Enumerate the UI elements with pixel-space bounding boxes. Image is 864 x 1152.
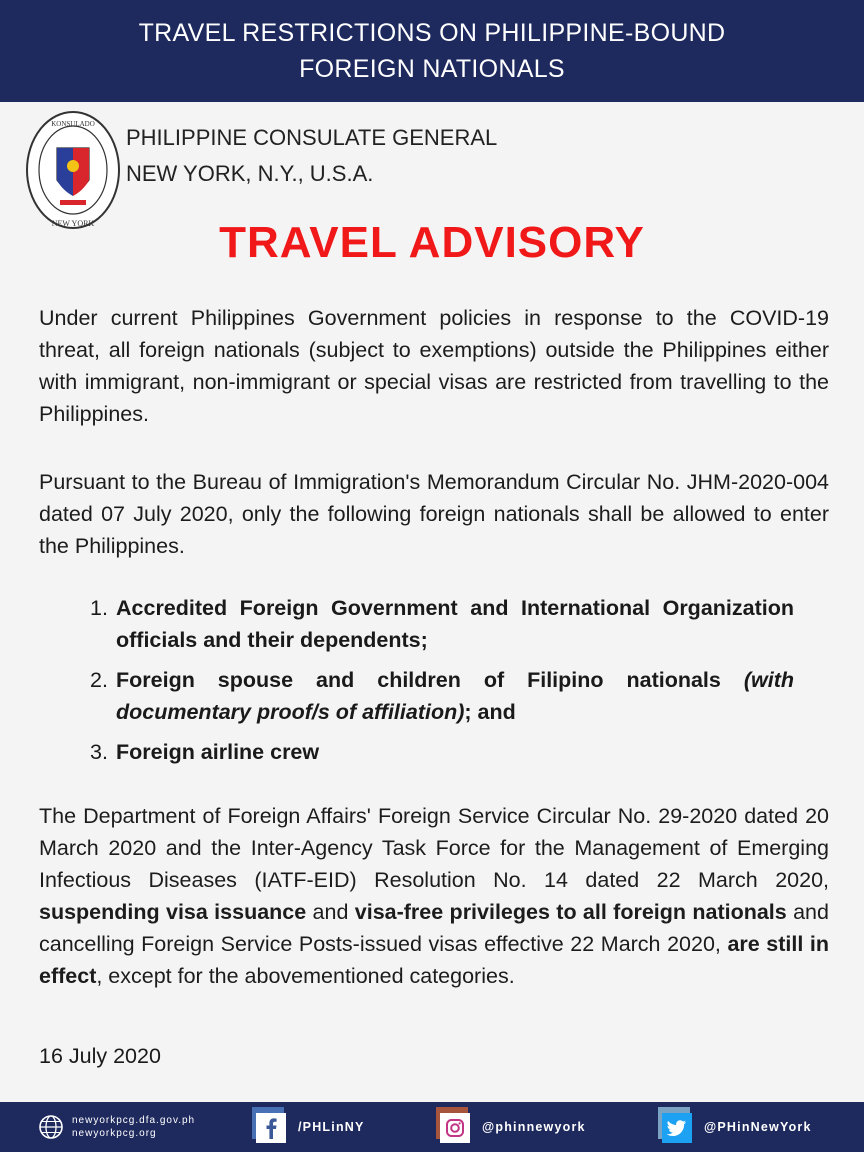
footer-instagram[interactable] [440,1102,586,1152]
globe-icon [38,1114,64,1140]
header-line-1: TRAVEL RESTRICTIONS ON PHILIPPINE-BOUND [138,19,726,47]
list-italic-note: (with documentary proof/s of affiliation) [116,668,794,724]
consulate-name [126,120,497,192]
list-number: 3. [90,740,108,764]
circular-text: The Department of Foreign Affairs' Foreign Service Circular No. 29-2020 dated 20 March 2020 and the Inter-Agency Task Force for the Management of Emerging Infectious Diseases (IATF-EID) Resolution No. 14 dated 22 March 2020, [39,804,829,892]
svg-text:NEW YORK: NEW YORK [51,219,95,228]
twitter-handle[interactable]: @PHinNewYork [704,1120,812,1134]
header-line-2: FOREIGN NATIONALS [299,55,565,83]
footer-websites [38,1102,195,1152]
website-link[interactable]: newyorkpcg.org [72,1128,157,1139]
circular-text: , except for the abovementioned categories. [96,964,515,988]
facebook-icon [256,1113,286,1143]
footer-facebook[interactable] [256,1102,365,1152]
paragraph-memorandum: Pursuant to the Bureau of Immigration's Memorandum Circular No. JHM-2020-004 dated 07 July 2020, only the following foreign nationals shall be allowed to enter the Philippines. [39,470,829,558]
header-band [0,0,864,102]
list-text: Accredited Foreign Government and International Organization officials and their dependents; [116,596,794,652]
circular-text: and [306,900,355,924]
website-link[interactable]: newyorkpcg.dfa.gov.ph [72,1115,196,1126]
list-item [90,664,794,728]
footer-band [0,1102,864,1152]
list-number: 2. [90,668,108,692]
list-number: 1. [90,596,108,620]
footer-twitter[interactable] [662,1102,812,1152]
facebook-handle[interactable]: /PHLinNY [298,1120,365,1134]
circular-bold: visa-free privileges to all foreign nationals [354,900,787,924]
consulate-line-1: PHILIPPINE CONSULATE GENERAL [126,125,498,150]
list-item [90,736,794,768]
consulate-line-2: NEW YORK, N.Y., U.S.A. [126,161,374,186]
consulate-seal-icon [24,110,122,234]
list-text: Foreign airline crew [116,740,320,764]
paragraph-circular [39,800,829,992]
list-text: Foreign spouse and children of Filipino nationals [116,668,744,692]
circular-text: and cancelling Foreign Service Posts-issued visas effective 22 March 2020, [39,900,829,956]
instagram-icon [440,1113,470,1143]
instagram-handle[interactable]: @phinnewyork [482,1120,586,1134]
advisory-title: TRAVEL ADVISORY [219,218,645,267]
circular-bold: are still in effect [39,932,829,988]
allowed-list [90,592,794,776]
advisory-date: 16 July 2020 [39,1044,161,1068]
svg-text:KONSULADO: KONSULADO [51,120,95,128]
list-item [90,592,794,656]
twitter-icon [662,1113,692,1143]
paragraph-restrictions: Under current Philippines Government policies in response to the COVID-19 threat, all foreign nationals (subject to exemptions) outside the Philippines either with immigrant, non-immigrant or special visas are restricted from travelling to the Philippines. [39,306,829,426]
circular-bold: suspending visa issuance [39,900,307,924]
list-text-tail: ; and [464,700,516,724]
